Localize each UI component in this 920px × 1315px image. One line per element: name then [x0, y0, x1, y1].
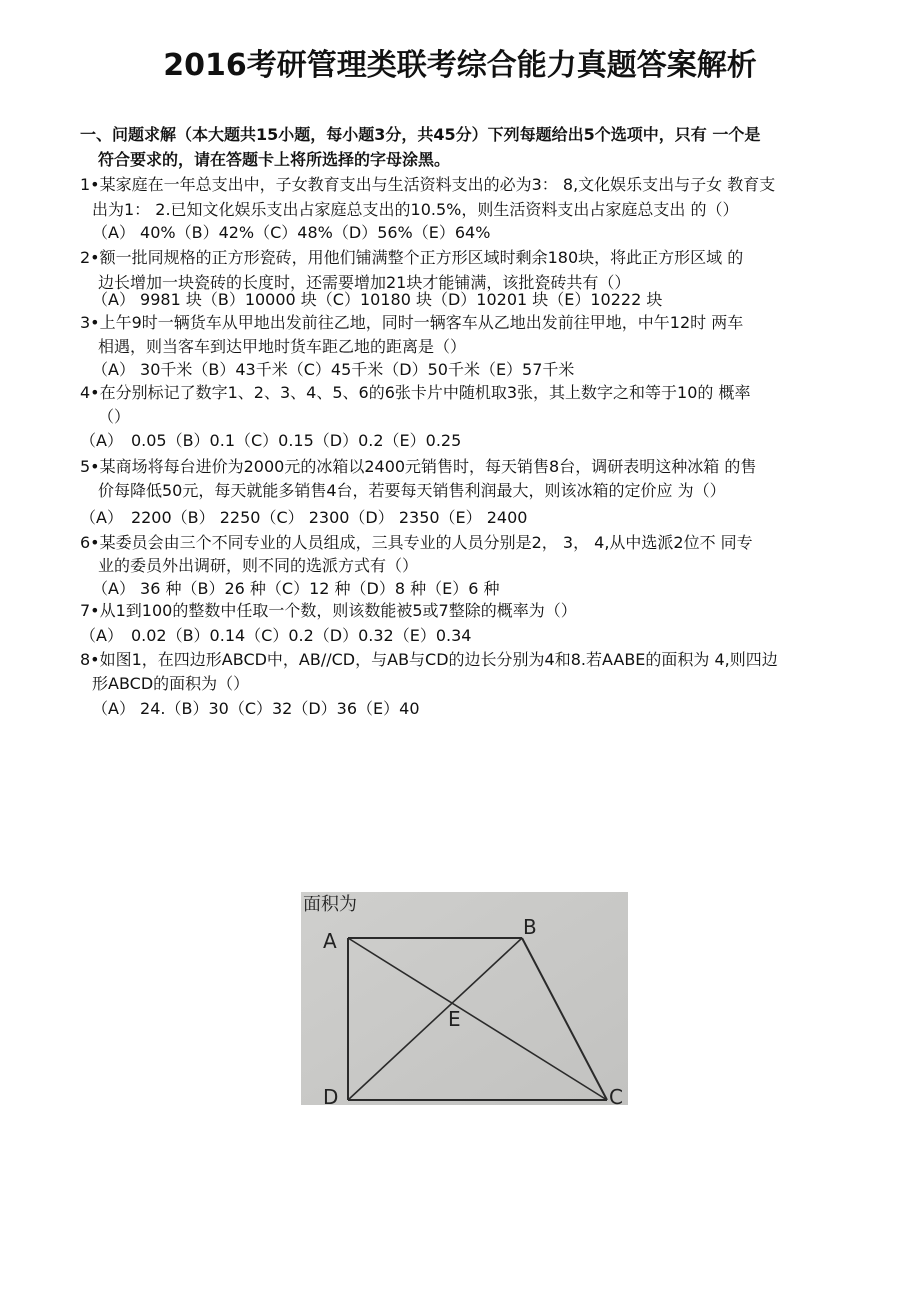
label-c: C: [609, 1085, 623, 1105]
question-5-text-cont: 价每降低50元，每天就能多销售4台，若要每天销售利润最大，则该冰箱的定价应 为（）: [98, 481, 726, 500]
question-6-text: 6•某委员会由三个不同专业的人员组成，三具专业的人员分别是2， 3， 4,从中选派2位不 同专: [80, 533, 753, 552]
question-2-text-cont: 边长增加一块瓷砖的长度时，还需要增加21块才能铺满，该批瓷砖共有（）: [98, 273, 631, 292]
question-1-text-cont: 出为1： 2.已知文化娱乐支出占家庭总支出的10.5%，则生活资料支出占家庭总支出 的（）: [92, 200, 739, 219]
question-8-options: （A） 24.（B）30（C）32（D）36（E）40: [92, 699, 420, 718]
question-5-text: 5•某商场将每台进价为2000元的冰箱以2400元销售时，每天销售8台，调研表明这种冰箱 的售: [80, 457, 757, 476]
question-5-options: （A） 2200（B） 2250（C） 2300（D） 2350（E） 2400: [80, 508, 528, 527]
question-3-text-cont: 相遇，则当客车到达甲地时货车距乙地的距离是（）: [98, 337, 467, 356]
question-2-text: 2•额一批同规格的正方形瓷砖，用他们铺满整个正方形区域时剩余180块，将此正方形区域 的: [80, 248, 744, 267]
label-d: D: [323, 1085, 339, 1105]
section-heading-cont: 符合要求的，请在答题卡上将所选择的字母涂黑。: [98, 150, 451, 169]
question-2-options: （A） 9981 块（B）10000 块（C）10180 块（D）10201 块（E）10222 块: [92, 290, 663, 309]
label-e: E: [448, 1007, 461, 1031]
question-8-text: 8•如图1，在四边形ABCD中，AB//CD，与AB与CD的边长分别为4和8.若AABE的面积为 4,则四边: [80, 650, 778, 669]
question-6-options: （A） 36 种（B）26 种（C）12 种（D）8 种（E）6 种: [92, 579, 500, 598]
question-3-options: （A） 30千米（B）43千米（C）45千米（D）50千米（E）57千米: [92, 360, 575, 379]
question-8-text-cont: 形ABCD的面积为（）: [92, 674, 250, 693]
figure-caption-fragment: 面积为: [303, 894, 357, 915]
label-a: A: [323, 929, 337, 953]
question-4-options: （A） 0.05（B）0.1（C）0.15（D）0.2（E）0.25: [80, 431, 462, 450]
quadrilateral-figure: [301, 892, 628, 1105]
question-6-text-cont: 业的委员外出调研，则不同的选派方式有（）: [98, 556, 419, 575]
question-7-text: 7•从1到100的整数中任取一个数，则该数能被5或7整除的概率为（）: [80, 601, 577, 620]
section-heading: 一、问题求解（本大题共15小题，每小题3分，共45分）下列每题给出5个选项中，只有 一个是: [80, 125, 761, 144]
question-1-text: 1•某家庭在一年总支出中，子女教育支出与生活资料支出的必为3： 8,文化娱乐支出与子女 教育支: [80, 175, 776, 194]
question-4-text: 4•在分别标记了数字1、2、3、4、5、6的6张卡片中随机取3张，其上数字之和等于10的 概率: [80, 383, 751, 402]
label-b: B: [523, 915, 537, 939]
document-title: 2016考研管理类联考综合能力真题答案解析: [163, 48, 757, 83]
question-4-text-cont: （）: [98, 407, 131, 426]
question-7-options: （A） 0.02（B）0.14（C）0.2（D）0.32（E）0.34: [80, 626, 472, 645]
question-1-options: （A） 40%（B）42%（C）48%（D）56%（E）64%: [92, 223, 491, 242]
question-3-text: 3•上午9时一辆货车从甲地出发前往乙地，同时一辆客车从乙地出发前往甲地，中午12时 两车: [80, 313, 744, 332]
photo-background: [301, 892, 628, 1105]
